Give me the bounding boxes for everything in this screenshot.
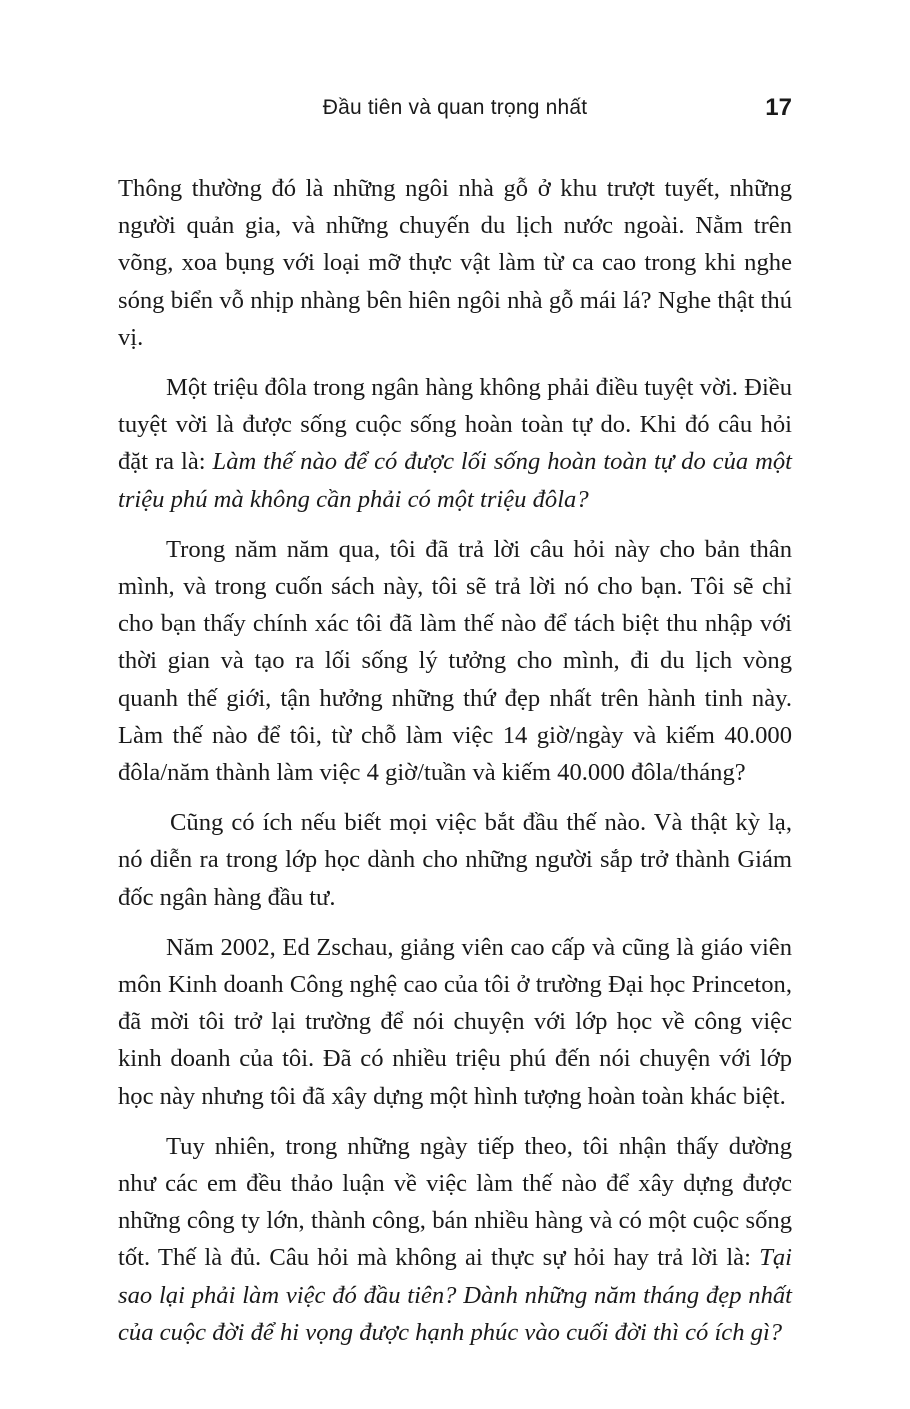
paragraph-4 <box>118 804 792 916</box>
body-text <box>118 170 792 1351</box>
page-header <box>0 92 910 126</box>
paragraph-1 <box>118 170 792 356</box>
paragraph-2-italic-question: Làm thế nào để có được lối sống hoàn toàn tự do của một triệu phú mà không cần phải có một triệu đôla? <box>118 448 792 513</box>
paragraph-2 <box>118 369 792 518</box>
paragraph-4-text: Cũng có ích nếu biết mọi việc bắt đầu thế nào. Và thật kỳ lạ, nó diễn ra trong lớp học dành cho những người sắp trở thành Giám đốc ngân hàng đầu tư. <box>118 809 792 911</box>
paragraph-6 <box>118 1128 792 1351</box>
paragraph-2-text: Một triệu đôla trong ngân hàng không phải điều tuyệt vời. Điều tuyệt vời là được sống cuộc sống hoàn toàn tự do. Khi đó câu hỏi đặt ra là: <box>118 374 792 476</box>
paragraph-6-text: Tuy nhiên, trong những ngày tiếp theo, tôi nhận thấy dường như các em đều thảo luận về việc làm thế nào để xây dựng được những công ty lớn, thành công, bán nhiều hàng và có một cuộc sống tốt. Thế là đủ. Câu hỏi mà không ai thực sự hỏi hay trả lời là: <box>118 1132 792 1272</box>
paragraph-3 <box>118 531 792 791</box>
paragraph-5-text: Năm 2002, Ed Zschau, giảng viên cao cấp và cũng là giáo viên môn Kinh doanh Công nghệ cao của tôi ở trường Đại học Princeton, đã mời tôi trở lại trường để nói chuyện với lớp học về công việc kinh doanh của tôi. Đã có nhiều triệu phú đến nói chuyện với lớp học này nhưng tôi đã xây dựng một hình tượng hoàn toàn khác biệt. <box>118 933 792 1110</box>
running-title: Đầu tiên và quan trọng nhất <box>322 96 588 119</box>
paragraph-5 <box>118 929 792 1115</box>
paragraph-6-italic-question: Tại sao lại phải làm việc đó đầu tiên? Dành những năm tháng đẹp nhất của cuộc đời để hi vọng được hạnh phúc vào cuối đời thì có ích gì? <box>118 1244 792 1346</box>
page-number: 17 <box>765 94 792 121</box>
paragraph-1-text: Thông thường đó là những ngôi nhà gỗ ở khu trượt tuyết, những người quản gia, và những chuyến du lịch nước ngoài. Nằm trên võng, xoa bụng với loại mỡ thực vật làm từ ca cao trong khi nghe sóng biển vỗ nhịp nhàng bên hiên ngôi nhà gỗ mái lá? Nghe thật thú vị. <box>118 175 792 351</box>
paragraph-3-text: Trong năm năm qua, tôi đã trả lời câu hỏi này cho bản thân mình, và trong cuốn sách này, tôi sẽ trả lời nó cho bạn. Tôi sẽ chỉ cho bạn thấy chính xác tôi đã làm thế nào để tách biệt thu nhập với thời gian và tạo ra lối sống lý tưởng cho mình, đi du lịch vòng quanh thế giới, tận hưởng những thứ đẹp nhất trên hành tinh này. Làm thế nào để tôi, từ chỗ làm việc 14 giờ/ngày và kiếm 40.000 đôla/năm thành làm việc 4 giờ/tuần và kiếm 40.000 đôla/tháng? <box>118 535 792 787</box>
